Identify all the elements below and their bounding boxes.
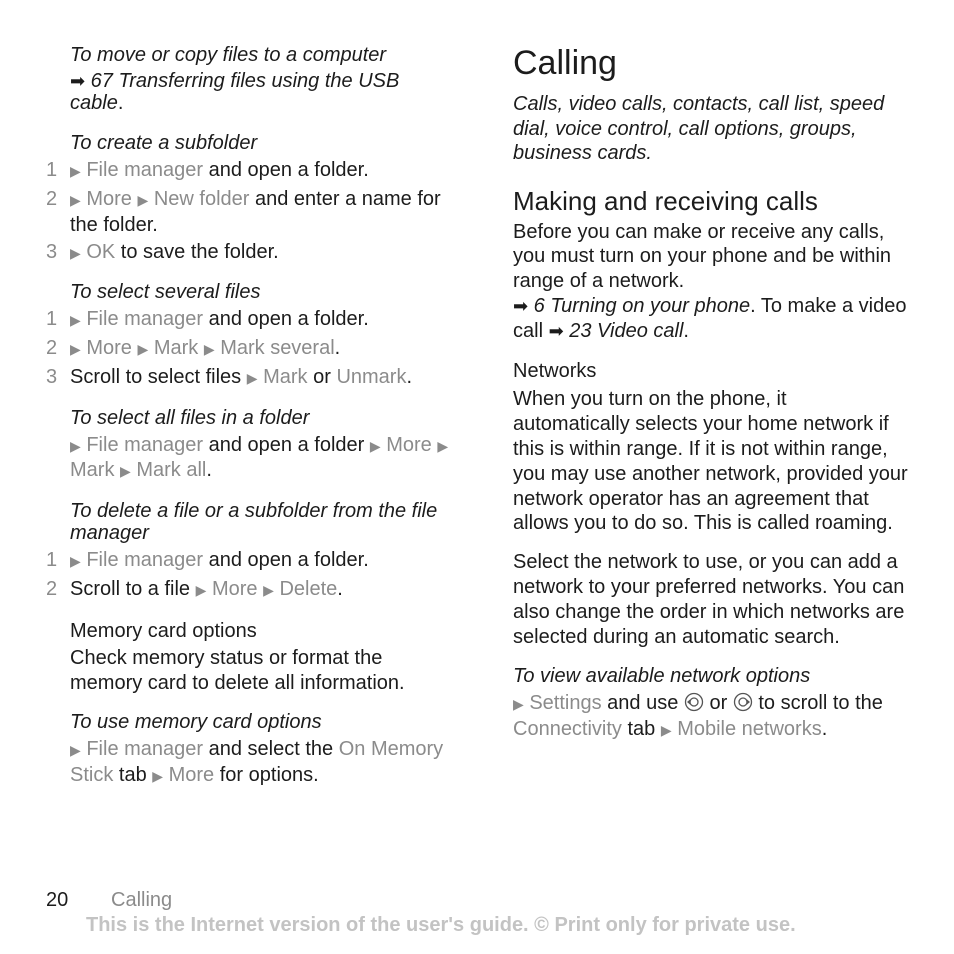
menu-new-folder[interactable]: New folder — [153, 187, 250, 210]
text-part: . — [206, 459, 212, 482]
reference-video-call[interactable]: 23 Video call — [569, 319, 684, 342]
instruction-use-memory-card — [70, 737, 456, 789]
step-number: 2 — [46, 336, 58, 359]
step-text — [70, 577, 456, 603]
menu-more[interactable]: More — [211, 577, 258, 600]
right-triangle-icon: ▶ — [660, 722, 672, 739]
right-triangle-icon: ▶ — [70, 742, 81, 759]
right-triangle-icon: ▶ — [70, 191, 81, 208]
menu-mark[interactable]: Mark — [70, 459, 115, 482]
chapter-intro: Calls, video calls, contacts, call list, speed dial, voice control, call options, groups, business cards. — [513, 93, 885, 164]
heading-networks: Networks — [513, 360, 597, 383]
right-triangle-icon: ▶ — [70, 312, 81, 329]
step-text-part: and enter a name for the folder. — [70, 187, 441, 236]
period: . — [117, 92, 124, 114]
menu-file-manager[interactable]: File manager — [86, 433, 204, 456]
body-making-calls — [513, 220, 908, 344]
menu-mobile-networks[interactable]: Mobile networks — [677, 718, 822, 741]
heading-move-copy: To move or copy files to a computer — [70, 44, 387, 66]
step-text-part: Scroll to select files — [70, 365, 247, 388]
step-1 — [46, 548, 456, 574]
text-part: for options. — [214, 764, 319, 787]
right-triangle-icon: ▶ — [437, 437, 449, 454]
step-2 — [46, 336, 456, 362]
heading-select-all: To select all files in a folder — [70, 406, 310, 429]
step-2 — [46, 577, 456, 603]
heading-making-calls: Making and receiving calls — [513, 185, 818, 216]
menu-more[interactable]: More — [86, 187, 132, 210]
bold-right-arrow-icon: ➡ — [548, 320, 564, 341]
section-create-subfolder — [46, 132, 456, 266]
heading-delete: To delete a file or a subfolder from the file manager — [70, 500, 438, 545]
right-triangle-icon: ▶ — [369, 437, 381, 454]
menu-ok[interactable]: OK — [86, 241, 116, 264]
step-text-part: and open a folder. — [203, 549, 369, 572]
step-number: 1 — [46, 159, 58, 181]
text-part: and use — [601, 692, 684, 715]
right-triangle-icon: ▶ — [246, 369, 258, 386]
step-text-part: and open a folder. — [203, 159, 369, 181]
step-text — [70, 336, 456, 362]
step-number: 3 — [46, 365, 58, 388]
right-triangle-icon: ▶ — [70, 437, 81, 454]
right-triangle-icon: ▶ — [203, 340, 215, 357]
footer-section-label: Calling — [111, 889, 173, 911]
right-triangle-icon: ▶ — [195, 581, 207, 598]
section-memory-card — [46, 619, 456, 696]
body-memory-card: Check memory status or format the memory card to delete all information. — [70, 646, 405, 694]
right-column — [513, 44, 908, 743]
heading-use-memory-card: To use memory card options — [70, 711, 322, 734]
step-text — [70, 240, 456, 266]
navigation-key-left-icon — [684, 692, 704, 712]
right-triangle-icon: ▶ — [263, 581, 274, 598]
heading-select-several: To select several files — [70, 281, 261, 304]
step-text-part: . — [334, 336, 341, 359]
step-3 — [46, 240, 456, 266]
step-2 — [46, 187, 456, 238]
text-part: tab — [113, 764, 153, 787]
step-1 — [46, 158, 456, 184]
menu-file-manager[interactable]: File manager — [86, 549, 204, 572]
right-triangle-icon: ▶ — [513, 696, 524, 713]
page-number: 20 — [46, 889, 69, 911]
menu-mark[interactable]: Mark — [153, 336, 199, 359]
text-part: . To make a video call — [513, 294, 907, 342]
bold-right-arrow-icon: ➡ — [513, 295, 529, 316]
page-title: Calling — [513, 44, 617, 82]
menu-more[interactable]: More — [86, 336, 132, 359]
step-text-part: to save the folder. — [115, 241, 279, 264]
heading-memory-card: Memory card options — [70, 619, 257, 642]
menu-delete[interactable]: Delete — [279, 577, 338, 600]
right-triangle-icon: ▶ — [70, 553, 81, 570]
reference-usb[interactable] — [70, 70, 456, 114]
menu-file-manager[interactable]: File manager — [86, 308, 204, 331]
step-text — [70, 187, 456, 238]
instruction-view-networks — [513, 691, 908, 743]
step-text — [70, 307, 456, 333]
right-triangle-icon: ▶ — [70, 245, 81, 262]
text-part: and select the — [203, 738, 339, 761]
menu-file-manager[interactable]: File manager — [86, 159, 204, 181]
text-part: . — [683, 319, 689, 342]
step-text — [70, 365, 456, 391]
step-text-part: or — [307, 365, 337, 388]
step-1 — [46, 307, 456, 333]
body-networks-1: When you turn on the phone, it automatically selects your home network if this is within range. If it is not within range, you may use another network, provided your network operator has an agreement that allows you to do so. This is called roaming. — [513, 388, 908, 535]
text-part: to scroll to the — [752, 692, 883, 715]
text-part: . — [821, 718, 828, 741]
navigation-key-right-icon — [733, 692, 753, 712]
left-column — [46, 44, 456, 789]
step-number: 2 — [46, 577, 58, 600]
step-number: 1 — [46, 549, 58, 572]
text-part: or — [703, 692, 733, 715]
menu-file-manager[interactable]: File manager — [86, 738, 204, 761]
step-number: 2 — [46, 187, 58, 210]
section-use-memory-card — [46, 711, 456, 789]
instruction-select-all — [70, 433, 456, 485]
section-select-several — [46, 281, 456, 390]
reference-usb-text: 67 Transferring files using the USB cable — [70, 70, 400, 114]
menu-mark-all[interactable]: Mark all — [136, 459, 207, 482]
menu-settings[interactable]: Settings — [529, 692, 602, 715]
section-move-copy — [46, 44, 456, 114]
text-part: tab — [621, 718, 661, 741]
section-select-all — [46, 407, 456, 485]
menu-unmark[interactable]: Unmark — [336, 365, 407, 388]
heading-view-networks: To view available network options — [513, 665, 811, 688]
right-triangle-icon: ▶ — [152, 768, 164, 785]
step-number: 1 — [46, 308, 58, 331]
footer-disclaimer: This is the Internet version of the user's guide. © Print only for private use. — [86, 914, 796, 936]
right-triangle-icon: ▶ — [70, 163, 81, 179]
step-3 — [46, 365, 456, 391]
menu-mark-several[interactable]: Mark several — [220, 336, 335, 359]
step-text-part: Scroll to a file — [70, 577, 196, 600]
step-text-part: . — [337, 577, 343, 600]
step-text-part: . — [406, 365, 413, 388]
right-triangle-icon: ▶ — [120, 463, 131, 480]
text-part: Before you can make or receive any calls, you must turn on your phone and be within range of a network. — [513, 220, 892, 293]
step-text — [70, 158, 456, 184]
step-text-part: and open a folder. — [203, 308, 369, 331]
tab-on-memory-stick[interactable]: On Memory Stick — [70, 738, 444, 787]
section-delete — [46, 500, 456, 603]
menu-more[interactable]: More — [386, 433, 432, 456]
step-number: 3 — [46, 241, 58, 264]
menu-more[interactable]: More — [168, 764, 215, 787]
step-text — [70, 548, 456, 574]
right-triangle-icon: ▶ — [137, 191, 149, 208]
right-triangle-icon: ▶ — [137, 340, 149, 357]
right-triangle-icon: ▶ — [70, 340, 81, 357]
reference-turning-on[interactable]: 6 Turning on your phone — [533, 294, 751, 317]
tab-connectivity[interactable]: Connectivity — [513, 718, 622, 741]
menu-mark[interactable]: Mark — [263, 365, 308, 388]
heading-create-subfolder: To create a subfolder — [70, 132, 258, 154]
text-part: and open a folder — [203, 433, 370, 456]
bold-right-arrow-icon: ➡ — [70, 71, 86, 91]
body-networks-2: Select the network to use, or you can add a network to your preferred networks. You can also change the order in which networks are selected during an automatic search. — [513, 551, 905, 648]
